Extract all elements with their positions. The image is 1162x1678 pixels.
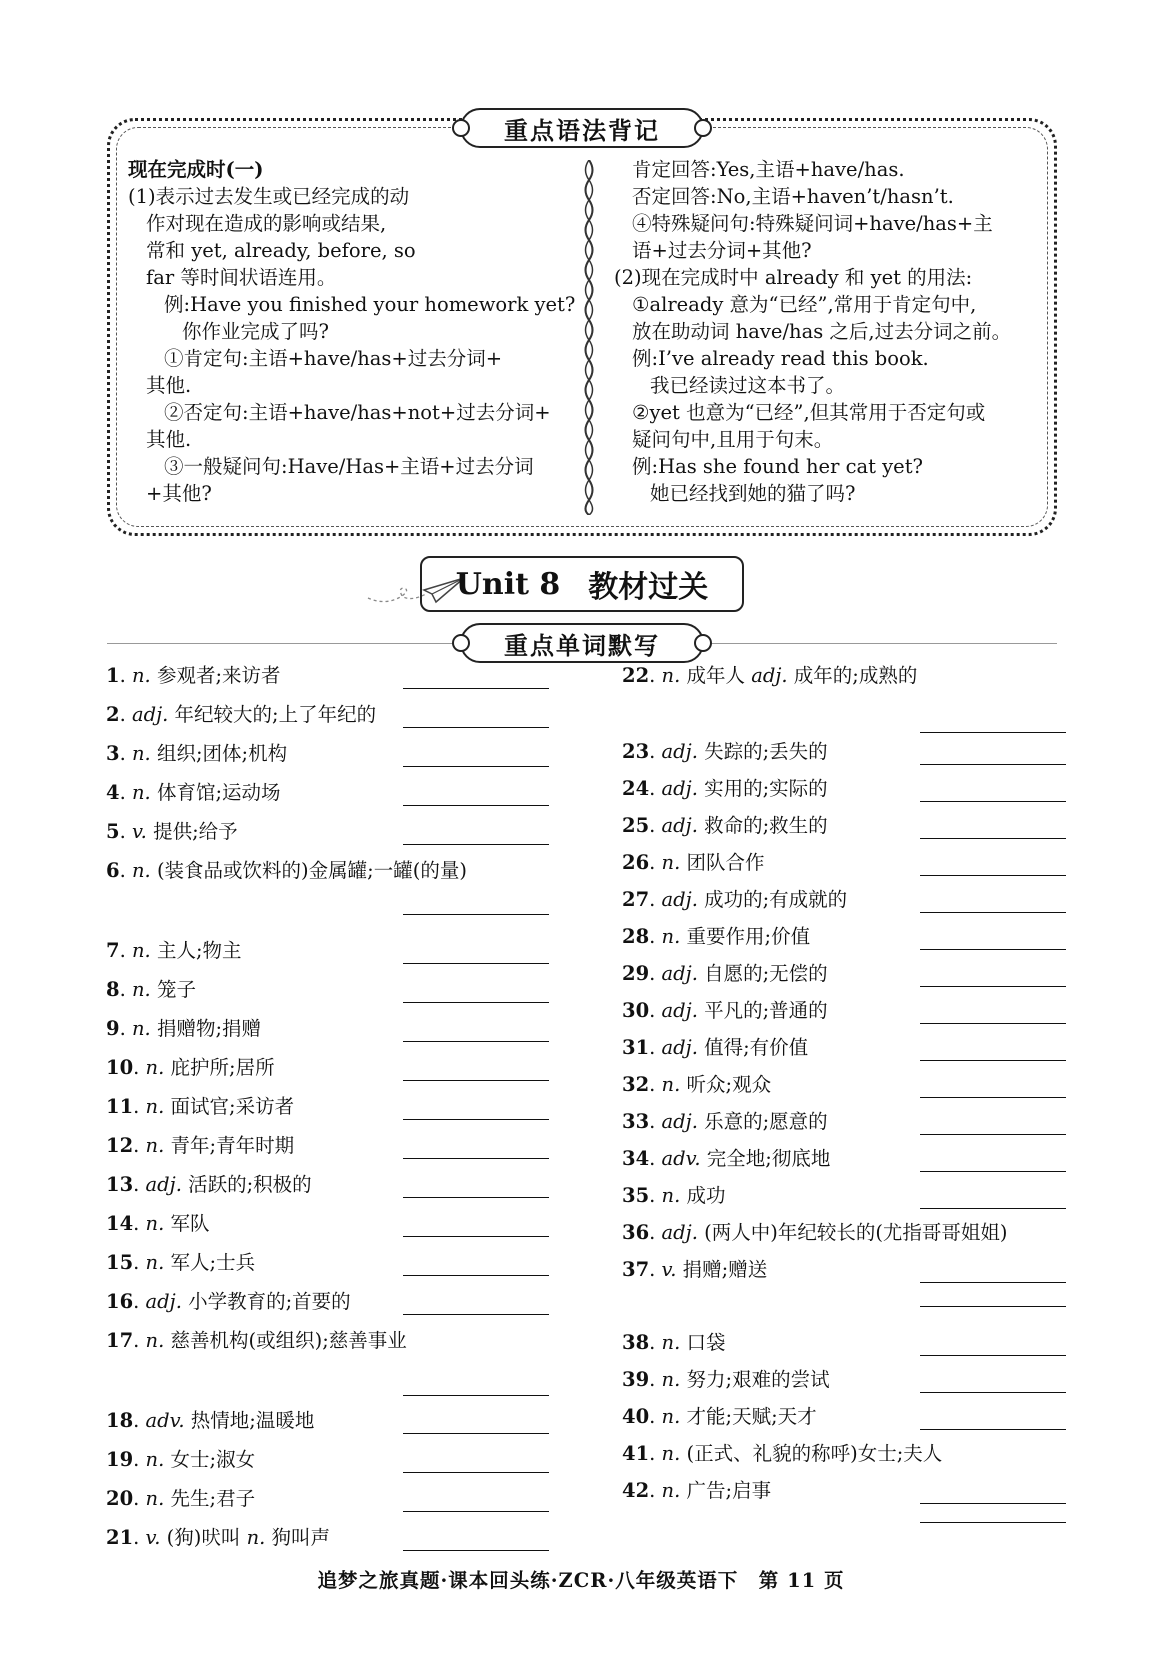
answer-blank[interactable] bbox=[920, 912, 1066, 913]
vocab-number: 16 bbox=[106, 1290, 134, 1313]
vocab-number: 41 bbox=[622, 1442, 650, 1465]
answer-blank[interactable] bbox=[403, 1314, 549, 1315]
vocab-number: 2 bbox=[106, 703, 120, 726]
vocab-meaning: 重要作用;价值 bbox=[686, 925, 811, 948]
vocab-meaning: 先生;君子 bbox=[170, 1487, 256, 1510]
vocab-number: 9 bbox=[106, 1017, 120, 1040]
grammar-line: 例:I’ve already read this book. bbox=[632, 347, 929, 370]
grammar-line: 疑问句中,且用于句末。 bbox=[632, 428, 834, 451]
grammar-line: 常和 yet, already, before, so bbox=[146, 239, 416, 262]
grammar-line: 例:Has she found her cat yet? bbox=[632, 455, 924, 478]
answer-blank[interactable] bbox=[920, 764, 1066, 765]
grammar-line: 她已经找到她的猫了吗? bbox=[650, 482, 856, 505]
vocab-number: 26 bbox=[622, 851, 650, 874]
vocab-item: 21. v. (狗)吠叫 n. 狗叫声 bbox=[106, 1526, 331, 1549]
grammar-line: 作对现在造成的影响或结果, bbox=[146, 212, 387, 235]
vocab-item: 1. n. 参观者;来访者 bbox=[106, 664, 281, 687]
vocab-pos: adv. bbox=[661, 1147, 701, 1170]
grammar-line: 其他. bbox=[146, 374, 192, 397]
vocab-meaning: 完全地;彻底地 bbox=[706, 1147, 831, 1170]
vocab-meaning: 听众;观众 bbox=[686, 1073, 772, 1096]
vocab-pos: n. bbox=[661, 1331, 681, 1354]
vocab-meaning: 面试官;采访者 bbox=[170, 1095, 295, 1118]
answer-blank[interactable] bbox=[403, 1158, 549, 1159]
vocab-item: 26. n. 团队合作 bbox=[622, 851, 765, 874]
vocab-pos: adj. bbox=[661, 999, 698, 1022]
vocab-number: 7 bbox=[106, 939, 120, 962]
vocab-meaning: 提供;给予 bbox=[153, 820, 238, 843]
vocab-pos: n. bbox=[661, 1405, 681, 1428]
vocab-meaning: 军队 bbox=[170, 1212, 210, 1235]
vocab-item: 8. n. 笼子 bbox=[106, 978, 196, 1001]
vocab-pos: adj. bbox=[145, 1290, 182, 1313]
vocab-number: 14 bbox=[106, 1212, 134, 1235]
answer-blank[interactable] bbox=[403, 1041, 549, 1042]
vocab-number: 30 bbox=[622, 999, 650, 1022]
vocab-item: 37. v. 捐赠;赠送 bbox=[622, 1258, 768, 1281]
vocab-number: 18 bbox=[106, 1409, 134, 1432]
vocab-meaning: (正式、礼貌的称呼)女士;夫人 bbox=[686, 1442, 943, 1465]
vocab-pos: n. bbox=[145, 1212, 165, 1235]
vocab-number: 12 bbox=[106, 1134, 134, 1157]
answer-blank[interactable] bbox=[403, 1472, 549, 1473]
vocab-meaning: 团队合作 bbox=[686, 851, 765, 874]
vocab-item: 22. n. 成年人 adj. 成年的;成熟的 bbox=[622, 664, 918, 687]
grammar-line: 我已经读过这本书了。 bbox=[650, 374, 846, 397]
vocab-meaning: 成功的;有成就的 bbox=[704, 888, 848, 911]
vocab-pos: n. bbox=[246, 1526, 266, 1549]
answer-blank[interactable] bbox=[920, 1134, 1066, 1135]
vocab-pos: adj. bbox=[661, 1221, 698, 1244]
vocab-meaning: 主人;物主 bbox=[156, 939, 242, 962]
vocab-meaning: 成年人 bbox=[686, 664, 746, 687]
vocab-item: 40. n. 才能;天赋;天才 bbox=[622, 1405, 817, 1428]
grammar-header: 重点语法背记 bbox=[460, 108, 704, 148]
vocab-number: 19 bbox=[106, 1448, 134, 1471]
vocab-number: 38 bbox=[622, 1331, 650, 1354]
vocab-meaning: 活跃的;积极的 bbox=[188, 1173, 312, 1196]
vocab-meaning: 小学教育的;首要的 bbox=[188, 1290, 351, 1313]
vocab-pos: n. bbox=[145, 1134, 165, 1157]
answer-blank[interactable] bbox=[403, 1511, 549, 1512]
vocab-number: 23 bbox=[622, 740, 650, 763]
answer-blank[interactable] bbox=[920, 875, 1066, 876]
answer-blank[interactable] bbox=[920, 1522, 1066, 1523]
vocab-item: 30. adj. 平凡的;普通的 bbox=[622, 999, 828, 1022]
vocab-pos: n. bbox=[661, 851, 681, 874]
grammar-line: ②否定句:主语+have/has+not+过去分词+ bbox=[164, 401, 551, 424]
vocab-pos: adj. bbox=[661, 1110, 698, 1133]
grammar-line: 肯定回答:Yes,主语+have/has. bbox=[632, 158, 905, 181]
answer-blank[interactable] bbox=[920, 1060, 1066, 1061]
answer-blank[interactable] bbox=[920, 1282, 1066, 1283]
vocab-number: 33 bbox=[622, 1110, 650, 1133]
vocab-item: 4. n. 体育馆;运动场 bbox=[106, 781, 281, 804]
grammar-line: 你作业完成了吗? bbox=[182, 320, 329, 343]
vocab-number: 36 bbox=[622, 1221, 650, 1244]
vocab-pos: n. bbox=[145, 1448, 165, 1471]
vocab-number: 37 bbox=[622, 1258, 650, 1281]
vocab-pos: n. bbox=[661, 1184, 681, 1207]
unit-label: Unit 8 bbox=[455, 566, 561, 602]
vocab-meaning: 参观者;来访者 bbox=[156, 664, 281, 687]
vocab-meaning: 才能;天赋;天才 bbox=[686, 1405, 817, 1428]
answer-blank[interactable] bbox=[920, 732, 1066, 733]
grammar-line: ②yet 也意为“已经”,但其常用于否定句或 bbox=[632, 401, 986, 424]
vocab-number: 40 bbox=[622, 1405, 650, 1428]
grammar-line: ④特殊疑问句:特殊疑问词+have/has+主 bbox=[632, 212, 993, 235]
vocab-pos: n. bbox=[131, 742, 151, 765]
answer-blank[interactable] bbox=[920, 1429, 1066, 1430]
vocab-meaning: 值得;有价值 bbox=[704, 1036, 809, 1059]
vocab-pos: n. bbox=[661, 1368, 681, 1391]
vocab-item: 29. adj. 自愿的;无偿的 bbox=[622, 962, 828, 985]
vocab-number: 22 bbox=[622, 664, 650, 687]
answer-blank[interactable] bbox=[920, 1171, 1066, 1172]
vocab-item: 14. n. 军队 bbox=[106, 1212, 210, 1235]
vocab-meaning: 年纪较大的;上了年纪的 bbox=[174, 703, 377, 726]
vocab-number: 34 bbox=[622, 1147, 650, 1170]
vocab-pos: n. bbox=[145, 1251, 165, 1274]
answer-blank[interactable] bbox=[920, 838, 1066, 839]
answer-blank[interactable] bbox=[403, 963, 549, 964]
grammar-right-column bbox=[614, 156, 1054, 507]
vocab-number: 42 bbox=[622, 1479, 650, 1502]
grammar-line: 语+过去分词+其他? bbox=[632, 239, 812, 262]
grammar-line: far 等时间状语连用。 bbox=[146, 266, 337, 289]
answer-blank[interactable] bbox=[920, 949, 1066, 950]
vocab-number: 31 bbox=[622, 1036, 650, 1059]
vocab-pos: n. bbox=[661, 925, 681, 948]
vocab-pos: adj. bbox=[661, 814, 698, 837]
vocab-item: 33. adj. 乐意的;愿意的 bbox=[622, 1110, 828, 1133]
vocab-meaning: 成功 bbox=[686, 1184, 726, 1207]
answer-blank[interactable] bbox=[403, 1395, 549, 1396]
vocab-meaning: 口袋 bbox=[686, 1331, 726, 1354]
vocab-meaning: 努力;艰难的尝试 bbox=[686, 1368, 830, 1391]
vocab-number: 39 bbox=[622, 1368, 650, 1391]
vocab-meaning: 慈善机构(或组织);慈善事业 bbox=[170, 1329, 407, 1352]
vocab-item: 17. n. 慈善机构(或组织);慈善事业 bbox=[106, 1329, 407, 1352]
answer-blank[interactable] bbox=[403, 727, 549, 728]
unit-heading: 教材过关 bbox=[588, 570, 709, 605]
vocab-pos: n. bbox=[131, 859, 151, 882]
vocab-number: 17 bbox=[106, 1329, 134, 1352]
vocab-number: 15 bbox=[106, 1251, 134, 1274]
vocab-pos: n. bbox=[131, 781, 151, 804]
vocab-pos: adj. bbox=[661, 888, 698, 911]
vocab-pos: adj. bbox=[751, 664, 788, 687]
vocab-item: 19. n. 女士;淑女 bbox=[106, 1448, 256, 1471]
answer-blank[interactable] bbox=[403, 1002, 549, 1003]
vocab-meaning: (狗)吠叫 bbox=[166, 1526, 241, 1549]
vocab-meaning: 实用的;实际的 bbox=[704, 777, 828, 800]
vocab-number: 29 bbox=[622, 962, 650, 985]
vocab-number: 24 bbox=[622, 777, 650, 800]
vocab-pos: n. bbox=[145, 1056, 165, 1079]
grammar-left-column bbox=[128, 156, 576, 507]
vocab-item: 20. n. 先生;君子 bbox=[106, 1487, 256, 1510]
grammar-line: (1)表示过去发生或已经完成的动 bbox=[128, 185, 410, 208]
vocab-meaning: 笼子 bbox=[156, 978, 196, 1001]
vocab-item: 34. adv. 完全地;彻底地 bbox=[622, 1147, 831, 1170]
vocab-number: 32 bbox=[622, 1073, 650, 1096]
vocab-number: 5 bbox=[106, 820, 120, 843]
vocab-meaning: 广告;启事 bbox=[686, 1479, 772, 1502]
grammar-line: ①already 意为“已经”,常用于肯定句中, bbox=[632, 293, 977, 316]
vocab-pos: adj. bbox=[661, 962, 698, 985]
grammar-line: +其他? bbox=[146, 482, 212, 505]
vocab-item: 13. adj. 活跃的;积极的 bbox=[106, 1173, 312, 1196]
vocab-number: 10 bbox=[106, 1056, 134, 1079]
vocab-number: 25 bbox=[622, 814, 650, 837]
vocab-item: 42. n. 广告;启事 bbox=[622, 1479, 772, 1502]
vocab-pos: adj. bbox=[131, 703, 169, 726]
answer-blank[interactable] bbox=[403, 1275, 549, 1276]
answer-blank[interactable] bbox=[403, 1080, 549, 1081]
vocab-item: 25. adj. 救命的;救生的 bbox=[622, 814, 828, 837]
vocab-header: 重点单词默写 bbox=[460, 623, 704, 663]
vocab-item: 2. adj. 年纪较大的;上了年纪的 bbox=[106, 703, 377, 726]
vocab-number: 11 bbox=[106, 1095, 134, 1118]
vocab-pos: n. bbox=[145, 1095, 165, 1118]
answer-blank[interactable] bbox=[920, 1023, 1066, 1024]
vocab-meaning: 捐赠物;捐赠 bbox=[156, 1017, 262, 1040]
answer-blank[interactable] bbox=[403, 1236, 549, 1237]
answer-blank[interactable] bbox=[403, 766, 549, 767]
vocab-meaning: 体育馆;运动场 bbox=[156, 781, 281, 804]
unit-title bbox=[420, 556, 744, 612]
answer-blank[interactable] bbox=[920, 1097, 1066, 1098]
vocab-pos: n. bbox=[131, 1017, 151, 1040]
vocab-item: 27. adj. 成功的;有成就的 bbox=[622, 888, 848, 911]
vocab-number: 28 bbox=[622, 925, 650, 948]
vocab-number: 6 bbox=[106, 859, 120, 882]
vocab-meaning: 成年的;成熟的 bbox=[793, 664, 918, 687]
vocab-meaning: 热情地;温暖地 bbox=[190, 1409, 315, 1432]
grammar-line: 其他. bbox=[146, 428, 192, 451]
answer-blank[interactable] bbox=[403, 805, 549, 806]
vocab-item: 7. n. 主人;物主 bbox=[106, 939, 242, 962]
vocab-number: 4 bbox=[106, 781, 120, 804]
vocab-meaning: 乐意的;愿意的 bbox=[704, 1110, 828, 1133]
vocab-meaning: (两人中)年纪较长的(尤指哥哥姐姐) bbox=[704, 1221, 1008, 1244]
vocab-pos: n. bbox=[661, 664, 681, 687]
answer-blank[interactable] bbox=[920, 1306, 1066, 1307]
vocab-meaning: 庇护所;居所 bbox=[170, 1056, 275, 1079]
vocab-meaning: (装食品或饮料的)金属罐;一罐(的量) bbox=[156, 859, 467, 882]
vocab-item: 23. adj. 失踪的;丢失的 bbox=[622, 740, 828, 763]
vocab-number: 1 bbox=[106, 664, 120, 687]
vocab-item: 12. n. 青年;青年时期 bbox=[106, 1134, 295, 1157]
vocab-item: 15. n. 军人;士兵 bbox=[106, 1251, 256, 1274]
vocab-meaning: 组织;团体;机构 bbox=[156, 742, 288, 765]
vocab-meaning: 自愿的;无偿的 bbox=[704, 962, 828, 985]
answer-blank[interactable] bbox=[403, 1119, 549, 1120]
vocab-pos: n. bbox=[145, 1329, 165, 1352]
vocab-number: 27 bbox=[622, 888, 650, 911]
answer-blank[interactable] bbox=[403, 914, 549, 915]
vocab-item: 36. adj. (两人中)年纪较长的(尤指哥哥姐姐) bbox=[622, 1221, 1008, 1244]
vocab-number: 13 bbox=[106, 1173, 134, 1196]
vocab-item: 35. n. 成功 bbox=[622, 1184, 726, 1207]
vocab-meaning: 军人;士兵 bbox=[170, 1251, 256, 1274]
vocab-item: 16. adj. 小学教育的;首要的 bbox=[106, 1290, 351, 1313]
vocab-pos: adv. bbox=[145, 1409, 185, 1432]
vocab-item: 18. adv. 热情地;温暖地 bbox=[106, 1409, 315, 1432]
vocab-pos: v. bbox=[661, 1258, 677, 1281]
vocab-pos: v. bbox=[145, 1526, 161, 1549]
vocab-pos: n. bbox=[131, 664, 151, 687]
answer-blank[interactable] bbox=[920, 1503, 1066, 1504]
grammar-line: 现在完成时(一) bbox=[128, 158, 264, 181]
vocab-meaning: 救命的;救生的 bbox=[704, 814, 828, 837]
answer-blank[interactable] bbox=[920, 1355, 1066, 1356]
vocab-number: 8 bbox=[106, 978, 120, 1001]
vocab-pos: n. bbox=[661, 1442, 681, 1465]
vocab-item: 28. n. 重要作用;价值 bbox=[622, 925, 811, 948]
vocab-pos: adj. bbox=[661, 777, 698, 800]
answer-blank[interactable] bbox=[920, 801, 1066, 802]
vocab-number: 3 bbox=[106, 742, 120, 765]
vocab-number: 35 bbox=[622, 1184, 650, 1207]
vocab-pos: adj. bbox=[661, 1036, 698, 1059]
wave-divider bbox=[582, 160, 596, 515]
grammar-line: ①肯定句:主语+have/has+过去分词+ bbox=[164, 347, 503, 370]
vocab-number: 20 bbox=[106, 1487, 134, 1510]
vocab-item: 41. n. (正式、礼貌的称呼)女士;夫人 bbox=[622, 1442, 943, 1465]
vocab-item: 11. n. 面试官;采访者 bbox=[106, 1095, 295, 1118]
answer-blank[interactable] bbox=[920, 986, 1066, 987]
vocab-item: 10. n. 庇护所;居所 bbox=[106, 1056, 275, 1079]
vocab-item: 3. n. 组织;团体;机构 bbox=[106, 742, 288, 765]
vocab-item: 32. n. 听众;观众 bbox=[622, 1073, 772, 1096]
vocab-item: 5. v. 提供;给予 bbox=[106, 820, 238, 843]
vocab-item: 38. n. 口袋 bbox=[622, 1331, 726, 1354]
vocab-pos: n. bbox=[145, 1487, 165, 1510]
vocab-pos: n. bbox=[661, 1479, 681, 1502]
grammar-line: 放在助动词 have/has 之后,过去分词之前。 bbox=[632, 320, 1012, 343]
answer-blank[interactable] bbox=[403, 1197, 549, 1198]
vocab-meaning: 青年;青年时期 bbox=[170, 1134, 295, 1157]
vocab-pos: v. bbox=[131, 820, 147, 843]
answer-blank[interactable] bbox=[403, 844, 549, 845]
vocab-number: 21 bbox=[106, 1526, 134, 1549]
vocab-meaning: 捐赠;赠送 bbox=[682, 1258, 768, 1281]
vocab-item: 6. n. (装食品或饮料的)金属罐;一罐(的量) bbox=[106, 859, 467, 882]
grammar-line: 否定回答:No,主语+haven’t/hasn’t. bbox=[632, 185, 954, 208]
vocab-meaning: 平凡的;普通的 bbox=[704, 999, 828, 1022]
vocab-pos: n. bbox=[661, 1073, 681, 1096]
vocab-meaning: 狗叫声 bbox=[271, 1526, 331, 1549]
answer-blank[interactable] bbox=[920, 1208, 1066, 1209]
vocab-meaning: 失踪的;丢失的 bbox=[704, 740, 828, 763]
grammar-line: ③一般疑问句:Have/Has+主语+过去分词 bbox=[164, 455, 534, 478]
answer-blank[interactable] bbox=[403, 688, 549, 689]
vocab-pos: adj. bbox=[145, 1173, 182, 1196]
vocab-item: 24. adj. 实用的;实际的 bbox=[622, 777, 828, 800]
grammar-line: (2)现在完成时中 already 和 yet 的用法: bbox=[614, 266, 973, 289]
vocab-pos: n. bbox=[131, 939, 151, 962]
vocab-meaning: 女士;淑女 bbox=[170, 1448, 256, 1471]
answer-blank[interactable] bbox=[403, 1433, 549, 1434]
vocab-item: 39. n. 努力;艰难的尝试 bbox=[622, 1368, 830, 1391]
page-footer: 追梦之旅真题·课本回头练·ZCR·八年级英语下 第 11 页 bbox=[317, 1569, 845, 1592]
answer-blank[interactable] bbox=[920, 1392, 1066, 1393]
vocab-pos: adj. bbox=[661, 740, 698, 763]
answer-blank[interactable] bbox=[403, 1550, 549, 1551]
grammar-line: 例:Have you finished your homework yet? bbox=[164, 293, 576, 316]
vocab-item: 9. n. 捐赠物;捐赠 bbox=[106, 1017, 262, 1040]
vocab-pos: n. bbox=[131, 978, 151, 1001]
vocab-item: 31. adj. 值得;有价值 bbox=[622, 1036, 809, 1059]
